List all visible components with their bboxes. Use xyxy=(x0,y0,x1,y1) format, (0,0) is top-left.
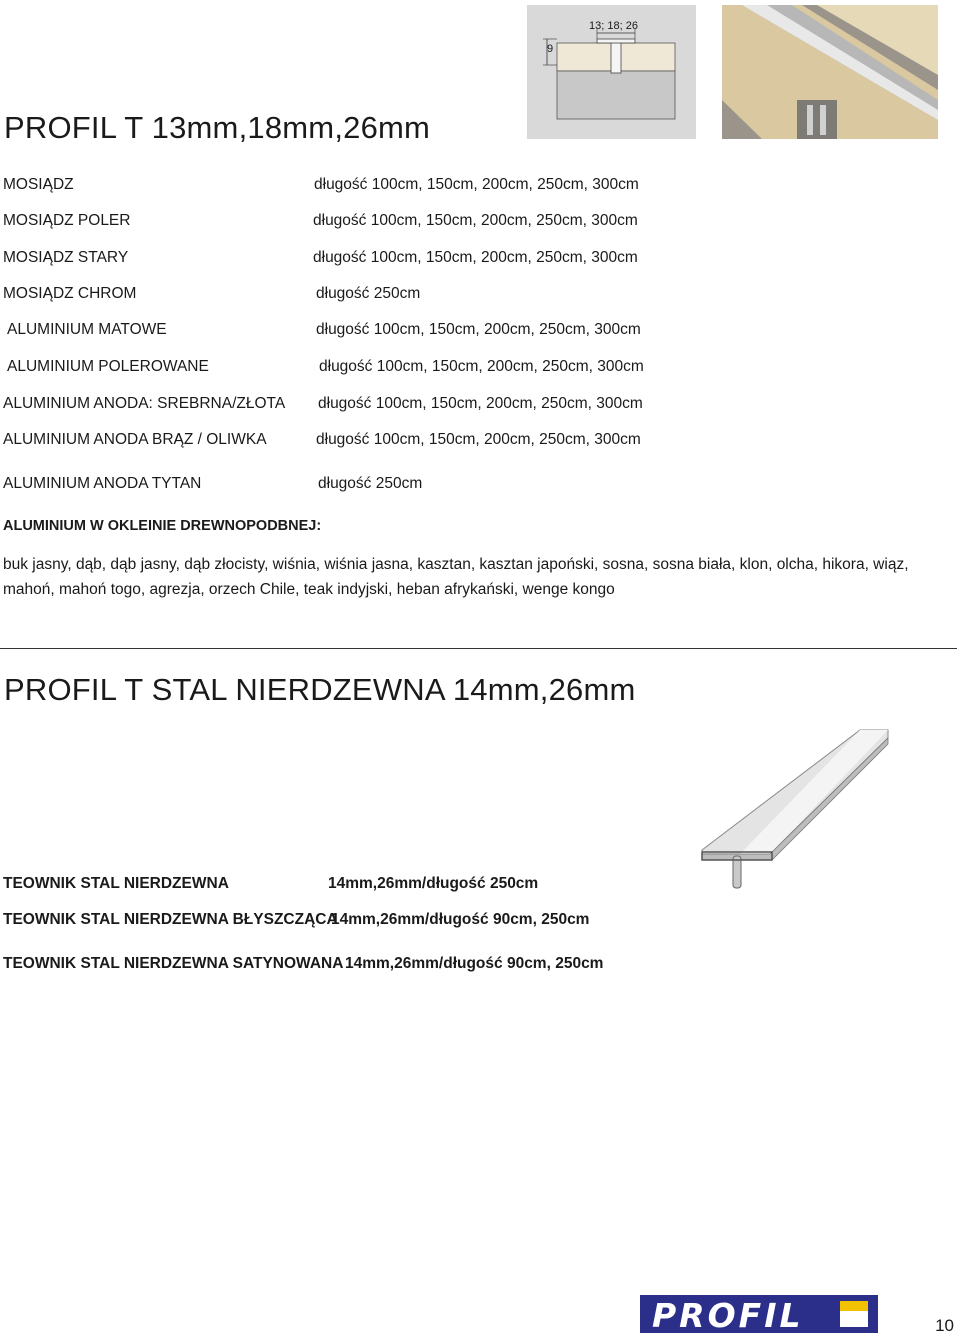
row-label: MOSIĄDZ STARY xyxy=(3,249,129,266)
row-label: MOSIĄDZ xyxy=(3,176,74,193)
section1-title: PROFIL T 13mm,18mm,26mm xyxy=(4,110,431,145)
section2-title: PROFIL T STAL NIERDZEWNA 14mm,26mm xyxy=(4,672,636,707)
page-number: 10 xyxy=(935,1316,954,1335)
row-value: długość 100cm, 150cm, 200cm, 250cm, 300cm xyxy=(316,431,641,448)
row-value: długość 250cm xyxy=(316,285,421,302)
profile-photo xyxy=(722,5,938,139)
row-value: długość 100cm, 150cm, 200cm, 250cm, 300cm xyxy=(313,212,638,229)
row-label: MOSIĄDZ POLER xyxy=(3,212,131,229)
steel-row-label: TEOWNIK STAL NIERDZEWNA BŁYSZCZĄCA xyxy=(3,911,338,928)
profile-cross-section-diagram xyxy=(527,5,696,139)
steel-t-profile-image xyxy=(700,728,890,892)
row-label: ALUMINIUM ANODA BRĄZ / OLIWKA xyxy=(3,431,267,448)
row-value: długość 100cm, 150cm, 200cm, 250cm, 300cm xyxy=(318,395,643,412)
row-value: długość 100cm, 150cm, 200cm, 250cm, 300cm xyxy=(319,358,644,375)
row-label: ALUMINIUM POLEROWANE xyxy=(7,358,209,375)
steel-row-value: 14mm,26mm/długość 90cm, 250cm xyxy=(345,955,604,972)
section-divider xyxy=(0,648,957,649)
row-value: długość 100cm, 150cm, 200cm, 250cm, 300cm xyxy=(313,249,638,266)
row-value: długość 100cm, 150cm, 200cm, 250cm, 300cm xyxy=(316,321,641,338)
wood-veneer-list: buk jasny, dąb, dąb jasny, dąb złocisty, wiśnia, wiśnia jasna, kasztan, kasztan japoński, sosna, sosna biała, klon, olcha, hikora, wiąz, mahoń, mahoń togo, agrezja, orzech Chile, teak indyjski, heban afrykański, wenge kongo xyxy=(3,556,909,598)
diagram-width-label: 13; 18; 26 xyxy=(589,20,638,32)
row-label: ALUMINIUM MATOWE xyxy=(7,321,167,338)
row-label: ALUMINIUM ANODA: SREBRNA/ZŁOTA xyxy=(3,395,286,412)
steel-row-label: TEOWNIK STAL NIERDZEWNA xyxy=(3,875,229,892)
steel-row-value: 14mm,26mm/długość 250cm xyxy=(328,875,539,892)
profil-logo xyxy=(640,1295,878,1333)
row-value: długość 100cm, 150cm, 200cm, 250cm, 300cm xyxy=(314,176,639,193)
logo-text: PROFIL xyxy=(652,1296,804,1335)
wood-veneer-heading: ALUMINIUM W OKLEINIE DREWNOPODBNEJ: xyxy=(3,518,322,534)
row-value: długość 250cm xyxy=(318,475,423,492)
diagram-height-label: 9 xyxy=(547,43,554,55)
row-label: ALUMINIUM ANODA TYTAN xyxy=(3,475,202,492)
steel-row-value: 14mm,26mm/długość 90cm, 250cm xyxy=(331,911,590,928)
row-label: MOSIĄDZ CHROM xyxy=(3,285,137,302)
steel-row-label: TEOWNIK STAL NIERDZEWNA SATYNOWANA xyxy=(3,955,344,972)
